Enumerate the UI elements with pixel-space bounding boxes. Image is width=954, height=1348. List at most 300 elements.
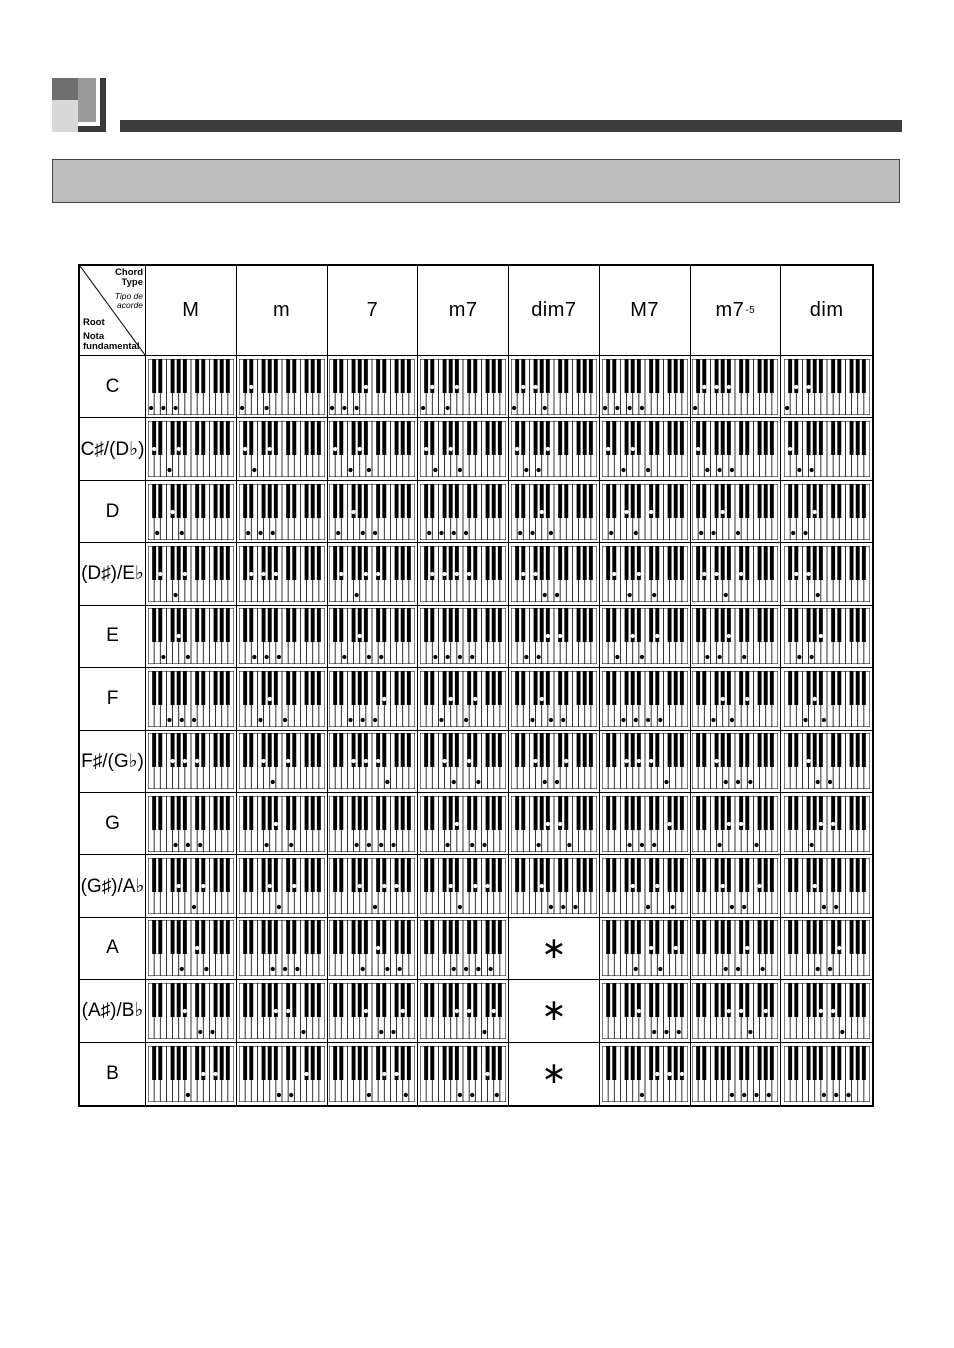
chord-note-dot	[539, 509, 543, 513]
keyboard-diagram	[692, 671, 778, 727]
chord-note-dot	[812, 697, 816, 701]
chord-note-dot	[624, 509, 628, 513]
chord-note-dot	[539, 697, 543, 701]
chord-note-dot	[476, 780, 480, 784]
chord-note-dot	[627, 406, 631, 410]
chord-type-label: Chord Type	[115, 267, 143, 288]
chord-note-dot	[352, 759, 356, 763]
chord-note-dot	[736, 530, 740, 534]
chord-cell	[146, 418, 237, 480]
chord-note-dot	[646, 468, 650, 472]
chord-cell	[237, 855, 328, 917]
chord-cell	[146, 793, 237, 855]
chord-note-dot	[721, 509, 725, 513]
chord-cell	[691, 668, 782, 730]
chord-note-dot	[261, 759, 265, 763]
chord-note-dot	[524, 468, 528, 472]
chord-note-dot	[386, 967, 390, 971]
chord-note-dot	[367, 655, 371, 659]
chord-note-dot	[649, 946, 653, 950]
chord-note-dot	[821, 905, 825, 909]
chord-note-dot	[373, 530, 377, 534]
chord-cell	[509, 543, 600, 605]
chord-cell	[418, 855, 509, 917]
chord-note-dot	[818, 822, 822, 826]
chord-note-dot	[539, 884, 543, 888]
chord-note-dot	[433, 468, 437, 472]
chord-note-dot	[715, 759, 719, 763]
chord-cell	[781, 918, 872, 980]
chord-note-dot	[721, 697, 725, 701]
chord-note-dot	[458, 1093, 462, 1097]
chord-note-dot	[521, 385, 525, 389]
keyboard-diagram	[329, 421, 415, 477]
chord-note-dot	[276, 655, 280, 659]
title-band	[52, 159, 900, 203]
row-header	[80, 980, 146, 1042]
keyboard-diagram	[602, 546, 688, 602]
chord-note-dot	[430, 572, 434, 576]
column-header	[600, 266, 691, 356]
chord-note-dot	[524, 655, 528, 659]
keyboard-diagram	[692, 546, 778, 602]
chord-note-dot	[195, 946, 199, 950]
keyboard-diagram	[420, 546, 506, 602]
keyboard-diagram	[692, 1046, 778, 1102]
chord-cell	[237, 668, 328, 730]
chord-cell	[328, 1043, 419, 1105]
chord-note-dot	[536, 468, 540, 472]
chord-note-dot	[573, 905, 577, 909]
chord-note-dot	[152, 447, 156, 451]
chord-note-dot	[213, 1072, 217, 1076]
chord-note-dot	[261, 572, 265, 576]
chord-note-dot	[834, 905, 838, 909]
row-header-label: G	[105, 812, 120, 834]
nota-fundamental-label: Nota fundamental	[83, 331, 140, 352]
chord-note-dot	[198, 1030, 202, 1034]
chord-note-dot	[615, 655, 619, 659]
chord-note-dot	[724, 780, 728, 784]
chord-note-dot	[561, 718, 565, 722]
chord-note-dot	[173, 593, 177, 597]
chord-note-dot	[355, 843, 359, 847]
chord-note-dot	[355, 593, 359, 597]
chord-note-dot	[258, 718, 262, 722]
column-header-label: dim7	[531, 299, 577, 321]
chord-note-dot	[467, 1009, 471, 1013]
chord-note-dot	[283, 718, 287, 722]
keyboard-diagram	[239, 920, 325, 976]
keyboard-diagram	[420, 796, 506, 852]
chord-cell	[146, 356, 237, 418]
chord-note-dot	[267, 447, 271, 451]
keyboard-diagram	[239, 546, 325, 602]
keyboard-diagram	[239, 359, 325, 415]
chord-cell	[146, 731, 237, 793]
chord-note-dot	[730, 468, 734, 472]
chord-cell	[146, 980, 237, 1042]
chord-cell	[781, 731, 872, 793]
chord-note-dot	[489, 967, 493, 971]
chord-note-dot	[739, 1009, 743, 1013]
corner-header	[80, 266, 146, 356]
chord-note-dot	[536, 655, 540, 659]
chord-note-dot	[797, 468, 801, 472]
chord-note-dot	[464, 718, 468, 722]
chord-note-dot	[167, 468, 171, 472]
chord-note-dot	[727, 822, 731, 826]
row-header-label: (D♯)/E♭	[81, 563, 144, 585]
chord-note-dot	[736, 780, 740, 784]
chord-note-dot	[670, 905, 674, 909]
chord-cell	[600, 543, 691, 605]
chord-note-dot	[424, 447, 428, 451]
chord-note-dot	[170, 509, 174, 513]
chord-cell	[781, 668, 872, 730]
chord-note-dot	[693, 406, 697, 410]
chord-note-dot	[828, 967, 832, 971]
chord-note-dot	[706, 468, 710, 472]
chord-note-dot	[286, 759, 290, 763]
chord-cell	[509, 668, 600, 730]
keyboard-diagram	[602, 359, 688, 415]
chord-cell	[328, 668, 419, 730]
chord-cell	[781, 606, 872, 668]
chord-note-dot	[273, 1009, 277, 1013]
chord-cell	[328, 543, 419, 605]
chord-note-dot	[446, 655, 450, 659]
chord-cell	[418, 918, 509, 980]
keyboard-diagram	[602, 484, 688, 540]
chord-note-dot	[809, 655, 813, 659]
chord-note-dot	[458, 468, 462, 472]
row-header-label: (A♯)/B♭	[81, 1000, 144, 1022]
chord-note-dot	[198, 843, 202, 847]
chord-note-dot	[615, 406, 619, 410]
chord-cell	[237, 918, 328, 980]
column-header	[237, 266, 328, 356]
chord-cell	[509, 418, 600, 480]
unavailable-mark: ∗	[541, 930, 567, 966]
tipo-de-acorde-label: Tipo de acorde	[114, 291, 143, 310]
chord-cell	[691, 606, 782, 668]
chord-note-dot	[639, 655, 643, 659]
row-header	[80, 668, 146, 730]
chord-note-dot	[427, 530, 431, 534]
chord-note-dot	[636, 1009, 640, 1013]
chord-note-dot	[367, 843, 371, 847]
chord-note-dot	[376, 572, 380, 576]
keyboard-diagram	[239, 671, 325, 727]
keyboard-diagram	[602, 1046, 688, 1102]
chord-note-dot	[533, 759, 537, 763]
chord-note-dot	[649, 509, 653, 513]
chord-note-dot	[455, 822, 459, 826]
chord-note-dot	[361, 530, 365, 534]
chord-note-dot	[246, 530, 250, 534]
keyboard-diagram	[148, 421, 234, 477]
keyboard-diagram	[239, 858, 325, 914]
keyboard-diagram	[784, 484, 870, 540]
chord-note-dot	[361, 718, 365, 722]
keyboard-diagram	[692, 484, 778, 540]
chord-cell	[328, 731, 419, 793]
chord-note-dot	[812, 884, 816, 888]
chord-note-dot	[273, 572, 277, 576]
chord-note-dot	[379, 655, 383, 659]
chord-note-dot	[831, 1009, 835, 1013]
chord-note-dot	[673, 946, 677, 950]
row-header	[80, 356, 146, 418]
chord-note-dot	[473, 884, 477, 888]
chord-note-dot	[364, 759, 368, 763]
chord-note-dot	[746, 946, 750, 950]
keyboard-diagram	[784, 546, 870, 602]
keyboard-diagram	[602, 796, 688, 852]
keyboard-diagram	[692, 421, 778, 477]
chord-note-dot	[430, 385, 434, 389]
chord-note-dot	[739, 572, 743, 576]
chord-note-dot	[349, 718, 353, 722]
keyboard-diagram	[784, 1046, 870, 1102]
chord-note-dot	[655, 634, 659, 638]
keyboard-diagram	[148, 983, 234, 1039]
keyboard-diagram	[420, 359, 506, 415]
chord-note-dot	[536, 843, 540, 847]
chord-note-dot	[715, 385, 719, 389]
chord-cell	[691, 918, 782, 980]
keyboard-diagram	[602, 920, 688, 976]
chord-note-dot	[186, 843, 190, 847]
keyboard-diagram	[511, 796, 597, 852]
chord-note-dot	[286, 1009, 290, 1013]
keyboard-diagram	[511, 421, 597, 477]
chord-note-dot	[264, 843, 268, 847]
chord-cell	[691, 731, 782, 793]
chord-note-dot	[652, 593, 656, 597]
keyboard-diagram	[511, 484, 597, 540]
chord-cell	[781, 418, 872, 480]
chord-note-dot	[785, 406, 789, 410]
chord-note-dot	[658, 967, 662, 971]
chord-cell	[600, 668, 691, 730]
chord-note-dot	[267, 697, 271, 701]
chord-note-dot	[376, 759, 380, 763]
keyboard-diagram	[602, 733, 688, 789]
chord-note-dot	[495, 1093, 499, 1097]
chord-cell	[691, 481, 782, 543]
chord-cell	[328, 855, 419, 917]
keyboard-diagram	[692, 796, 778, 852]
keyboard-diagram	[784, 733, 870, 789]
chord-note-dot	[483, 1030, 487, 1034]
chord-note-dot	[155, 530, 159, 534]
column-header	[509, 266, 600, 356]
chord-note-dot	[837, 946, 841, 950]
chord-note-dot	[797, 655, 801, 659]
chord-note-dot	[470, 843, 474, 847]
chord-note-dot	[195, 759, 199, 763]
chord-cell	[509, 1043, 600, 1105]
keyboard-diagram	[148, 359, 234, 415]
chord-cell	[237, 1043, 328, 1105]
chord-note-dot	[564, 759, 568, 763]
chord-note-dot	[464, 530, 468, 534]
chord-note-dot	[258, 530, 262, 534]
chord-note-dot	[549, 718, 553, 722]
chord-cell	[600, 481, 691, 543]
chord-note-dot	[352, 509, 356, 513]
chord-cell	[237, 356, 328, 418]
chord-note-dot	[667, 1072, 671, 1076]
row-header-label: (G♯)/A♭	[80, 875, 145, 897]
chord-cell	[781, 481, 872, 543]
chord-note-dot	[183, 759, 187, 763]
keyboard-diagram	[148, 796, 234, 852]
keyboard-diagram	[239, 983, 325, 1039]
chord-cell	[146, 855, 237, 917]
keyboard-diagram	[692, 983, 778, 1039]
keyboard-diagram	[239, 484, 325, 540]
chord-cell	[691, 418, 782, 480]
chord-cell	[600, 793, 691, 855]
chord-note-dot	[367, 468, 371, 472]
chord-note-dot	[667, 822, 671, 826]
chord-note-dot	[273, 822, 277, 826]
chord-cell	[237, 606, 328, 668]
keyboard-diagram	[329, 484, 415, 540]
chord-note-dot	[603, 406, 607, 410]
keyboard-diagram	[602, 608, 688, 664]
chord-note-dot	[803, 530, 807, 534]
keyboard-diagram	[784, 671, 870, 727]
chord-note-dot	[470, 655, 474, 659]
chord-cell	[328, 918, 419, 980]
keyboard-diagram	[784, 983, 870, 1039]
chord-note-dot	[567, 843, 571, 847]
chord-note-dot	[664, 780, 668, 784]
chord-cell	[418, 731, 509, 793]
chord-note-dot	[392, 843, 396, 847]
chord-note-dot	[630, 447, 634, 451]
chord-cell	[418, 793, 509, 855]
keyboard-diagram	[329, 796, 415, 852]
chord-note-dot	[655, 884, 659, 888]
chord-note-dot	[264, 406, 268, 410]
keyboard-diagram	[239, 608, 325, 664]
chord-note-dot	[455, 385, 459, 389]
chord-note-dot	[636, 572, 640, 576]
chord-note-dot	[486, 1072, 490, 1076]
chord-note-dot	[821, 1093, 825, 1097]
chord-note-dot	[276, 1093, 280, 1097]
chord-note-dot	[336, 530, 340, 534]
column-header-label: M	[182, 299, 200, 321]
keyboard-diagram	[784, 608, 870, 664]
keyboard-diagram	[420, 858, 506, 914]
chord-note-dot	[639, 1093, 643, 1097]
keyboard-diagram	[420, 983, 506, 1039]
keyboard-diagram	[329, 671, 415, 727]
chord-note-dot	[633, 530, 637, 534]
keyboard-diagram	[511, 608, 597, 664]
chord-note-dot	[649, 759, 653, 763]
chord-cell	[781, 855, 872, 917]
chord-note-dot	[679, 1072, 683, 1076]
chord-note-dot	[176, 884, 180, 888]
row-header	[80, 481, 146, 543]
keyboard-diagram	[239, 733, 325, 789]
chord-note-dot	[546, 634, 550, 638]
chord-note-dot	[809, 468, 813, 472]
chord-note-dot	[609, 530, 613, 534]
chord-note-dot	[621, 468, 625, 472]
chord-note-dot	[343, 406, 347, 410]
chord-cell	[781, 543, 872, 605]
keyboard-diagram	[239, 421, 325, 477]
chord-note-dot	[392, 1030, 396, 1034]
chord-note-dot	[240, 406, 244, 410]
chord-note-dot	[173, 406, 177, 410]
chord-note-dot	[289, 1093, 293, 1097]
chord-note-dot	[252, 468, 256, 472]
chord-cell	[328, 481, 419, 543]
chord-note-dot	[349, 468, 353, 472]
chord-note-dot	[421, 406, 425, 410]
chord-cell	[146, 481, 237, 543]
column-header-superscript: -5	[745, 305, 756, 316]
chord-cell	[781, 356, 872, 418]
chord-cell	[600, 918, 691, 980]
chord-cell	[146, 668, 237, 730]
chord-cell	[781, 980, 872, 1042]
keyboard-diagram	[784, 421, 870, 477]
chord-note-dot	[443, 759, 447, 763]
chord-note-dot	[794, 572, 798, 576]
chord-note-dot	[383, 884, 387, 888]
chord-cell	[237, 980, 328, 1042]
row-header-label: C	[105, 375, 120, 397]
chord-note-dot	[633, 718, 637, 722]
row-header	[80, 731, 146, 793]
chord-cell	[237, 543, 328, 605]
chord-note-dot	[703, 385, 707, 389]
chord-note-dot	[703, 572, 707, 576]
chord-note-dot	[627, 593, 631, 597]
chord-note-dot	[518, 530, 522, 534]
chord-note-dot	[633, 967, 637, 971]
chord-note-dot	[452, 530, 456, 534]
chord-note-dot	[467, 572, 471, 576]
chord-note-dot	[267, 884, 271, 888]
chord-cell	[600, 855, 691, 917]
keyboard-diagram	[420, 1046, 506, 1102]
chord-cell	[691, 1043, 782, 1105]
chord-note-dot	[204, 967, 208, 971]
keyboard-diagram	[511, 546, 597, 602]
chord-cell	[418, 481, 509, 543]
chord-note-dot	[379, 1030, 383, 1034]
row-header	[80, 606, 146, 668]
chord-note-dot	[755, 843, 759, 847]
chord-note-dot	[815, 780, 819, 784]
row-header	[80, 1043, 146, 1105]
chord-note-dot	[401, 1009, 405, 1013]
chord-note-dot	[149, 406, 153, 410]
keyboard-diagram	[148, 608, 234, 664]
chord-cell	[600, 606, 691, 668]
